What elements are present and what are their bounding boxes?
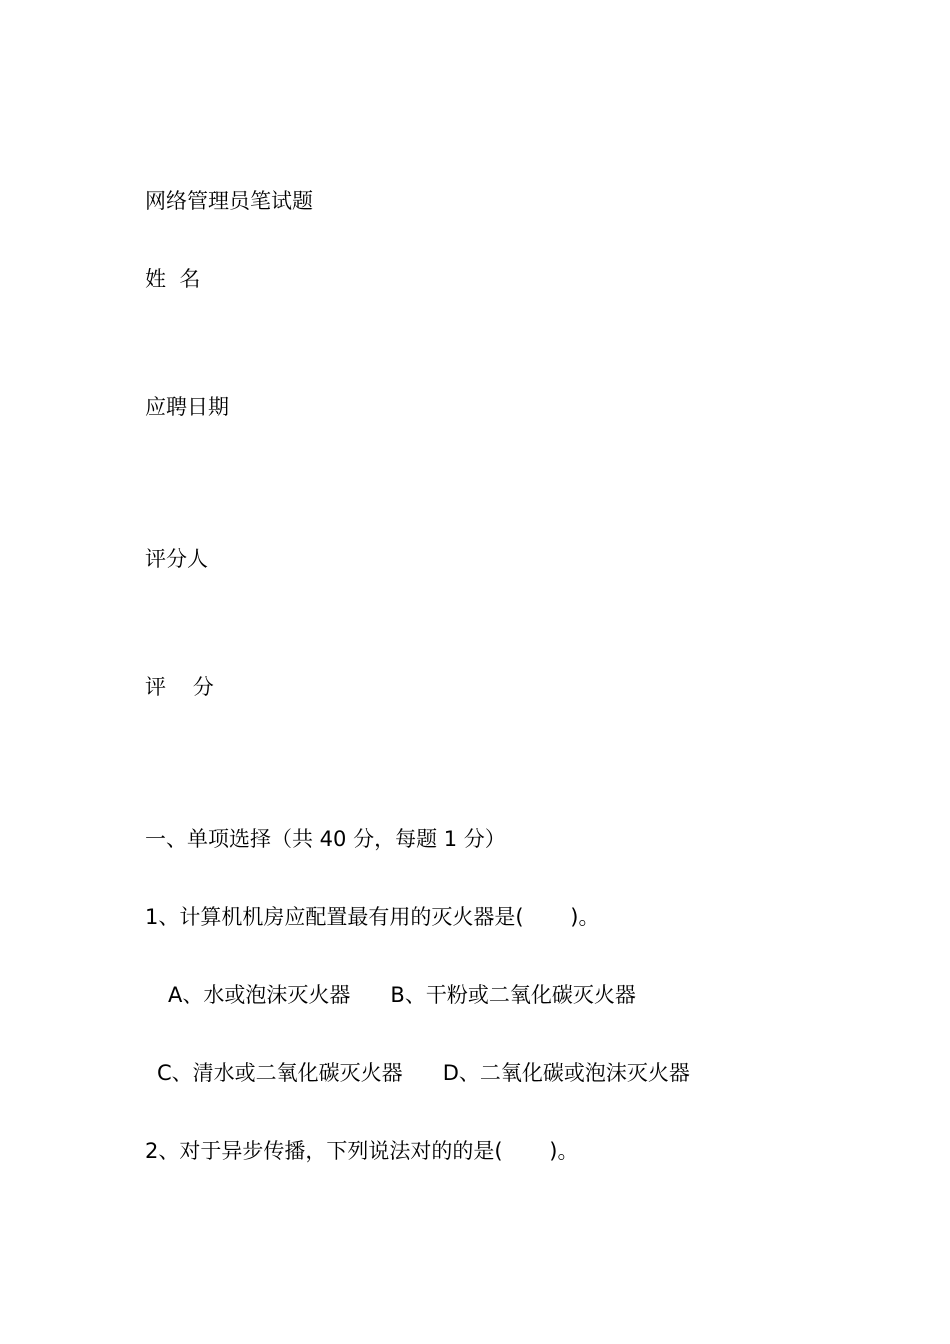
question-1-stem: 1、计算机机房应配置最有用的灭火器是( )。 (145, 905, 600, 929)
section-heading: 一、单项选择（共 40 分，每题 1 分） (145, 827, 506, 851)
question-1-options-row-1: A、水或泡沫灭火器 B、干粉或二氧化碳灭火器 (168, 983, 636, 1007)
date-field-label: 应聘日期 (145, 395, 229, 419)
question-1-options-row-2: C、清水或二氧化碳灭火器 D、二氧化碳或泡沫灭火器 (157, 1061, 690, 1085)
question-2-stem: 2、对于异步传播，下列说法对的的是( )。 (145, 1139, 579, 1163)
document-title: 网络管理员笔试题 (145, 189, 313, 213)
grader-field-label: 评分人 (145, 547, 208, 571)
name-field-label: 姓 名 (145, 267, 201, 291)
score-field-label: 评 分 (145, 675, 214, 699)
